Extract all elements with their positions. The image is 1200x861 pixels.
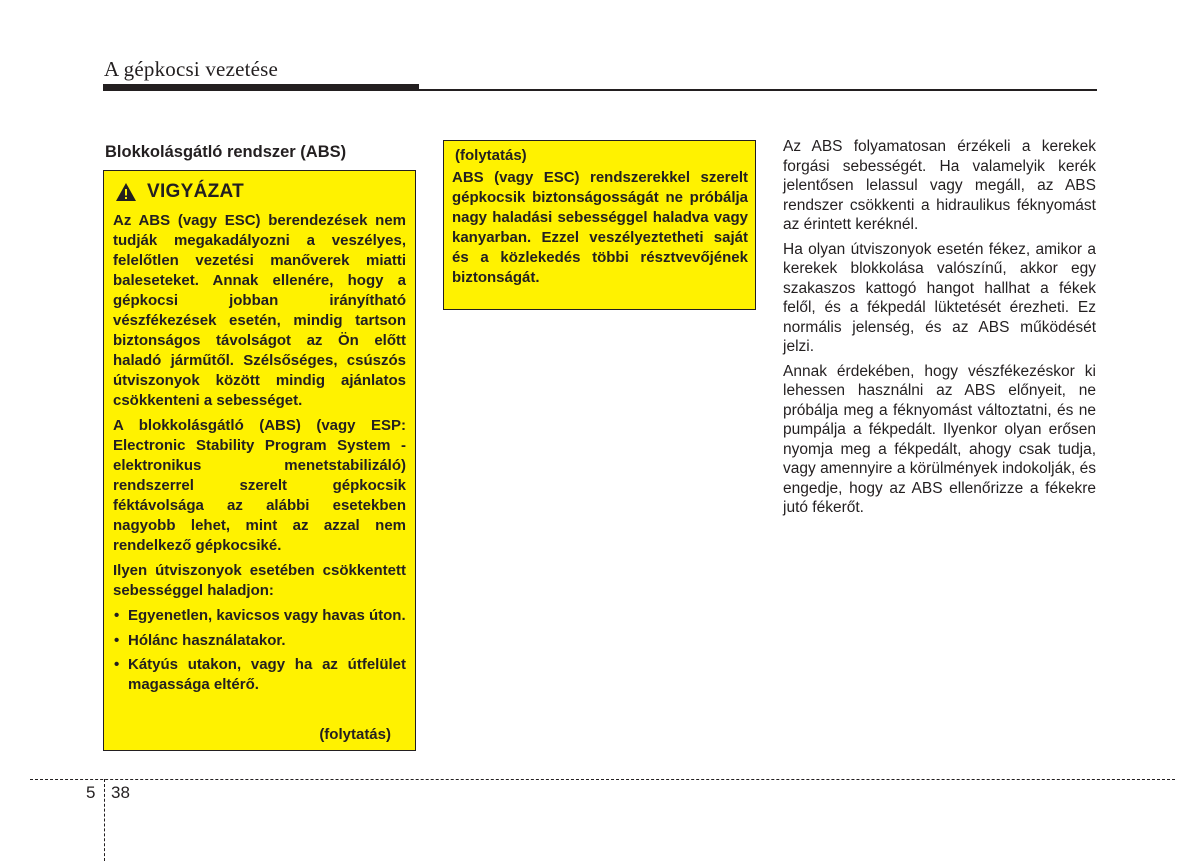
bullet-icon: • [114, 631, 120, 649]
warning-paragraph: Az ABS (vagy ESC) berendezések nem tudják megakadályozni a veszélyes, felelőtlen vezetési manőverek miatti baleseteket. Annak ellenére, hogy a gépkocsi jobban irányítható vészfékezések esetén, mindig tartson biztonságos távolságot az Ön előtt haladó járműtől. Szélsőséges, csúszós útviszonyok között mindig ajánlatos csökkenteni a sebességet. [113, 212, 406, 409]
bullet-text: Hólánc használatakor. [128, 631, 286, 649]
warning-paragraph: Ilyen útviszonyok esetében csökkentett sebességgel haladjon: [113, 562, 406, 599]
header-thick-rule [103, 84, 419, 91]
page-number: 38 [111, 783, 130, 802]
body-column [783, 137, 1096, 523]
body-paragraph: Ha olyan útviszonyok esetén fékez, amikor a kerekek blokkolása valószínű, akkor egy szakaszos kattogó hangot hallhat a fékek felől, és a fékpedál lüktetését érezheti. Ez normális jelenség, és az ABS működését jelzi. [783, 240, 1096, 355]
footer-vertical-dashed-rule [104, 779, 105, 861]
continuation-label: (folytatás) [455, 147, 527, 164]
warning-bullet-list [113, 606, 406, 694]
continued-label: (folytatás) [319, 726, 391, 743]
section-heading: Blokkolásgátló rendszer (ABS) [105, 143, 347, 161]
warning-bullet-item [113, 606, 406, 626]
body-paragraph: Annak érdekében, hogy vészfékezéskor ki lehessen használni az ABS előnyeit, ne próbálja meg a féknyomást változtatni, és ne pumpálja a fékpedált. Ilyenkor olyan erősen nyomja meg a fékpedált, ahogy csak tudja, vagy amennyire a körülmények indokolják, és engedje, hogy az ABS ellenőrizze a fékekre jutó fékerőt. [783, 362, 1096, 516]
body-paragraph: Az ABS folyamatosan érzékeli a kerekek forgási sebességét. Ha valamelyik kerék jelentősen lelassul vagy megáll, az ABS rendszer csökkenti a hidraulikus féknyomást az érintett keréknél. [783, 138, 1096, 233]
continuation-box [443, 140, 756, 310]
chapter-number: 5 [86, 783, 96, 802]
warning-triangle-icon [115, 182, 137, 202]
bullet-text: Kátyús utakon, vagy ha az útfelület magassága eltérő. [128, 656, 406, 693]
header-thin-rule [419, 89, 1097, 91]
bullet-icon: • [114, 607, 120, 624]
header-title: A gépkocsi vezetése [104, 57, 279, 81]
warning-bullet-item [113, 631, 406, 651]
bullet-text: Egyenetlen, kavicsos vagy havas úton. [128, 607, 406, 624]
warning-box [103, 170, 416, 751]
warning-paragraph: A blokkolásgátló (ABS) (vagy ESP: Electronic Stability Program System - elektronikus menetstabilizáló) rendszerrel szerelt gépkocsik féktávolsága az alábbi esetekben nagyobb lehet, mint az azzal nem rendelkező gépkocsiké. [113, 417, 406, 554]
warning-bullet-item [113, 655, 406, 694]
bullet-icon: • [114, 656, 120, 673]
warning-header [113, 179, 406, 205]
footer-dashed-rule [30, 779, 1175, 780]
warning-title: VIGYÁZAT [147, 181, 245, 202]
continuation-text: ABS (vagy ESC) rendszerekkel szerelt gépkocsik biztonságosságát ne próbálja nagy haladási sebességgel haladva vagy kanyarban. Ezzel veszélyeztetheti saját és a közlekedés többi résztvevőjének biztonságát. [452, 169, 748, 286]
